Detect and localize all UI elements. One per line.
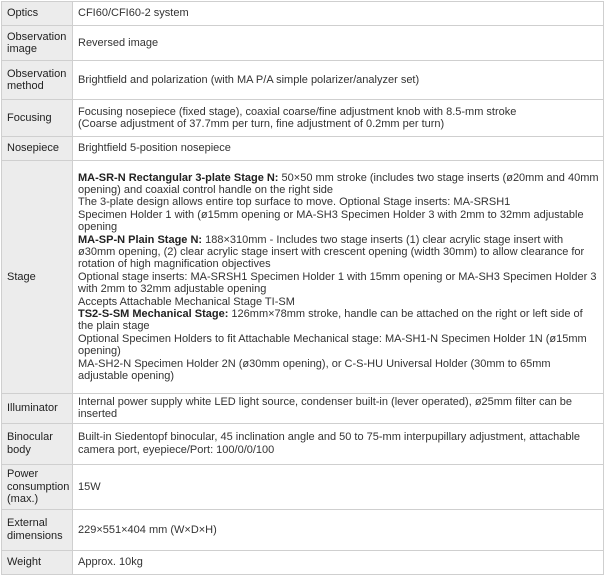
table-row-observation-method (2, 61, 604, 100)
row-value-binocular-body: Built-in Siedentopf binocular, 45 inclination angle and 50 to 75-mm interpupillary adjustment, attachable camera port, eyepiece/Port: 100/0/0/100 (73, 423, 604, 464)
table-row-observation-image (2, 26, 604, 61)
row-label-illuminator: Illuminator (2, 394, 73, 424)
row-value-observation-method: Brightfield and polarization (with MA P/A simple polarizer/analyzer set) (73, 61, 604, 100)
row-label-binocular-body: Binocular body (2, 423, 73, 464)
row-label-observation-method: Observation method (2, 61, 73, 100)
stage-plain-line-3: Accepts Attachable Mechanical Stage TI-SM (78, 295, 295, 308)
row-label-nosepiece: Nosepiece (2, 137, 73, 161)
stage-rectangular-text: 50×50 mm stroke (includes two stage inserts (ø20mm and 40mm opening) and coaxial control handle on the right side (78, 171, 599, 196)
stage-rectangular-title: MA-SR-N Rectangular 3-plate Stage N: (78, 171, 279, 184)
row-label-weight: Weight (2, 550, 73, 574)
row-value-observation-image: Reversed image (73, 26, 604, 61)
table-row-optics (2, 2, 604, 26)
row-label-optics: Optics (2, 2, 73, 26)
table-row-nosepiece (2, 137, 604, 161)
row-label-power-consumption: Power consumption (max.) (2, 464, 73, 509)
stage-plain-title: MA-SP-N Plain Stage N: (78, 233, 203, 246)
row-label-observation-image: Observation image (2, 26, 73, 61)
stage-mechanical-text: 126mm×78mm stroke, handle can be attached on the right or left side of the plain stage (78, 308, 583, 333)
row-value-nosepiece: Brightfield 5-position nosepiece (73, 137, 604, 161)
table-row-power-consumption (2, 464, 604, 509)
table-row-stage (2, 161, 604, 394)
row-value-external-dimensions: 229×551×404 mm (W×D×H) (73, 509, 604, 550)
row-value-stage (73, 161, 604, 394)
stage-plain-text: 188×310mm - Includes two stage inserts (1) clear acrylic stage insert with ø30mm opening, (2) clear acrylic stage insert with crescent opening (width 30mm) to allow clearance for rotation of high magnification objectives (78, 233, 585, 271)
table-row-illuminator (2, 394, 604, 424)
row-label-focusing: Focusing (2, 100, 73, 137)
table-row-weight (2, 550, 604, 574)
row-value-weight: Approx. 10kg (73, 550, 604, 574)
stage-plain-line-2: Optional stage inserts: MA-SRSH1 Specimen Holder 1 with 15mm opening or MA-SH3 Specimen Holder 3 with 2mm to 32mm adjustable opening (78, 270, 597, 296)
stage-mechanical-line-2: Optional Specimen Holders to fit Attachable Mechanical stage: MA-SH1-N Specimen Holder 1N (ø15mm opening) (78, 332, 587, 358)
stage-mechanical-title: TS2-S-SM Mechanical Stage: (78, 308, 229, 321)
focusing-line-1: Focusing nosepiece (fixed stage), coaxial coarse/fine adjustment knob with 8.5-mm stroke (78, 105, 517, 118)
row-value-optics: CFI60/CFI60-2 system (73, 2, 604, 26)
table-row-focusing (2, 100, 604, 137)
row-value-illuminator: Internal power supply white LED light source, condenser built-in (lever operated), ø25mm filter can be inserted (73, 394, 604, 424)
stage-plain-desc (78, 234, 599, 271)
row-value-power-consumption: 15W (73, 464, 604, 509)
stage-rectangular-line-3: Specimen Holder 1 with (ø15mm opening or MA-SH3 Specimen Holder 3 with 2mm to 32mm adjustable opening (78, 208, 584, 234)
specifications-table (1, 1, 604, 575)
stage-rectangular-desc (78, 172, 599, 197)
stage-mechanical-line-3: MA-SH2-N Specimen Holder 2N (ø30mm opening), or C-S-HU Universal Holder (30mm to 65mm adjustable opening) (78, 357, 551, 383)
row-label-external-dimensions: External dimensions (2, 509, 73, 550)
focusing-line-2: (Coarse adjustment of 37.7mm per turn, fine adjustment of 0.2mm per turn) (78, 118, 445, 130)
row-value-focusing (73, 100, 604, 137)
table-row-external-dimensions (2, 509, 604, 550)
table-row-binocular-body (2, 423, 604, 464)
stage-rectangular-line-2: The 3-plate design allows entire top surface to move. Optional Stage inserts: MA-SRSH1 (78, 196, 511, 209)
stage-mechanical-desc (78, 308, 599, 333)
row-label-stage: Stage (2, 161, 73, 394)
